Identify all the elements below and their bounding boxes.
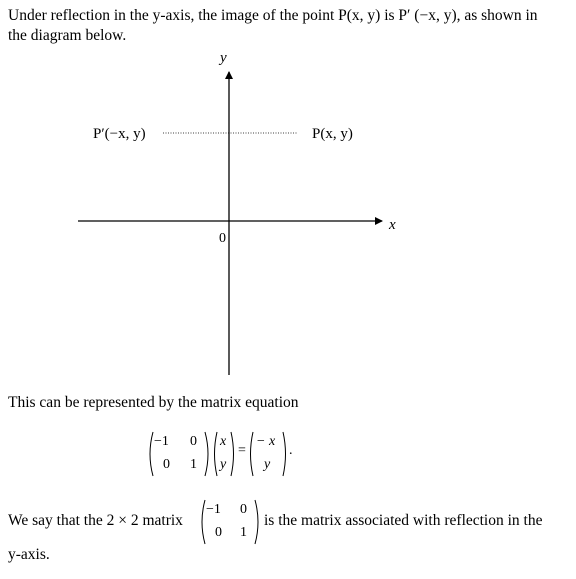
equals-sign: = — [238, 443, 246, 458]
matrix-cell-11: −1 — [154, 434, 169, 449]
equation-intro: This can be represented by the matrix equation — [8, 394, 299, 411]
matrix-cell-12: 0 — [190, 434, 197, 449]
intro-line-1: Under reflection in the y-axis, the image of the point P(x, y) is P′ (−x, y), as shown in — [8, 7, 538, 24]
conclusion-last-line: y-axis. — [8, 546, 50, 563]
y-axis-label: y — [220, 50, 227, 66]
conclusion-matrix — [198, 497, 262, 547]
point-p-prime-label: P′(−x, y) — [93, 126, 146, 142]
intro-line-2: the diagram below. — [8, 27, 127, 44]
conclusion-matrix-cell-12: 0 — [240, 502, 247, 517]
vector-xy — [212, 429, 236, 479]
vector-x: x — [220, 434, 227, 449]
equation-period: . — [289, 443, 293, 458]
result-neg-x: − x — [256, 434, 276, 449]
matrix-cell-21: 0 — [163, 457, 170, 472]
conclusion-matrix-cell-11: −1 — [206, 502, 221, 517]
x-axis-label: x — [389, 217, 396, 233]
reflection-matrix — [146, 429, 212, 479]
conclusion-matrix-cell-22: 1 — [240, 525, 247, 540]
vector-y: y — [220, 457, 227, 472]
matrix-cell-22: 1 — [190, 457, 197, 472]
conclusion-after: is the matrix associated with reflection in the — [264, 512, 543, 529]
result-vector — [248, 429, 288, 479]
result-y: y — [264, 457, 271, 472]
conclusion-matrix-cell-21: 0 — [215, 525, 222, 540]
point-p-label: P(x, y) — [312, 126, 353, 142]
conclusion-before: We say that the 2 × 2 matrix — [8, 512, 183, 529]
origin-label: 0 — [219, 231, 226, 246]
